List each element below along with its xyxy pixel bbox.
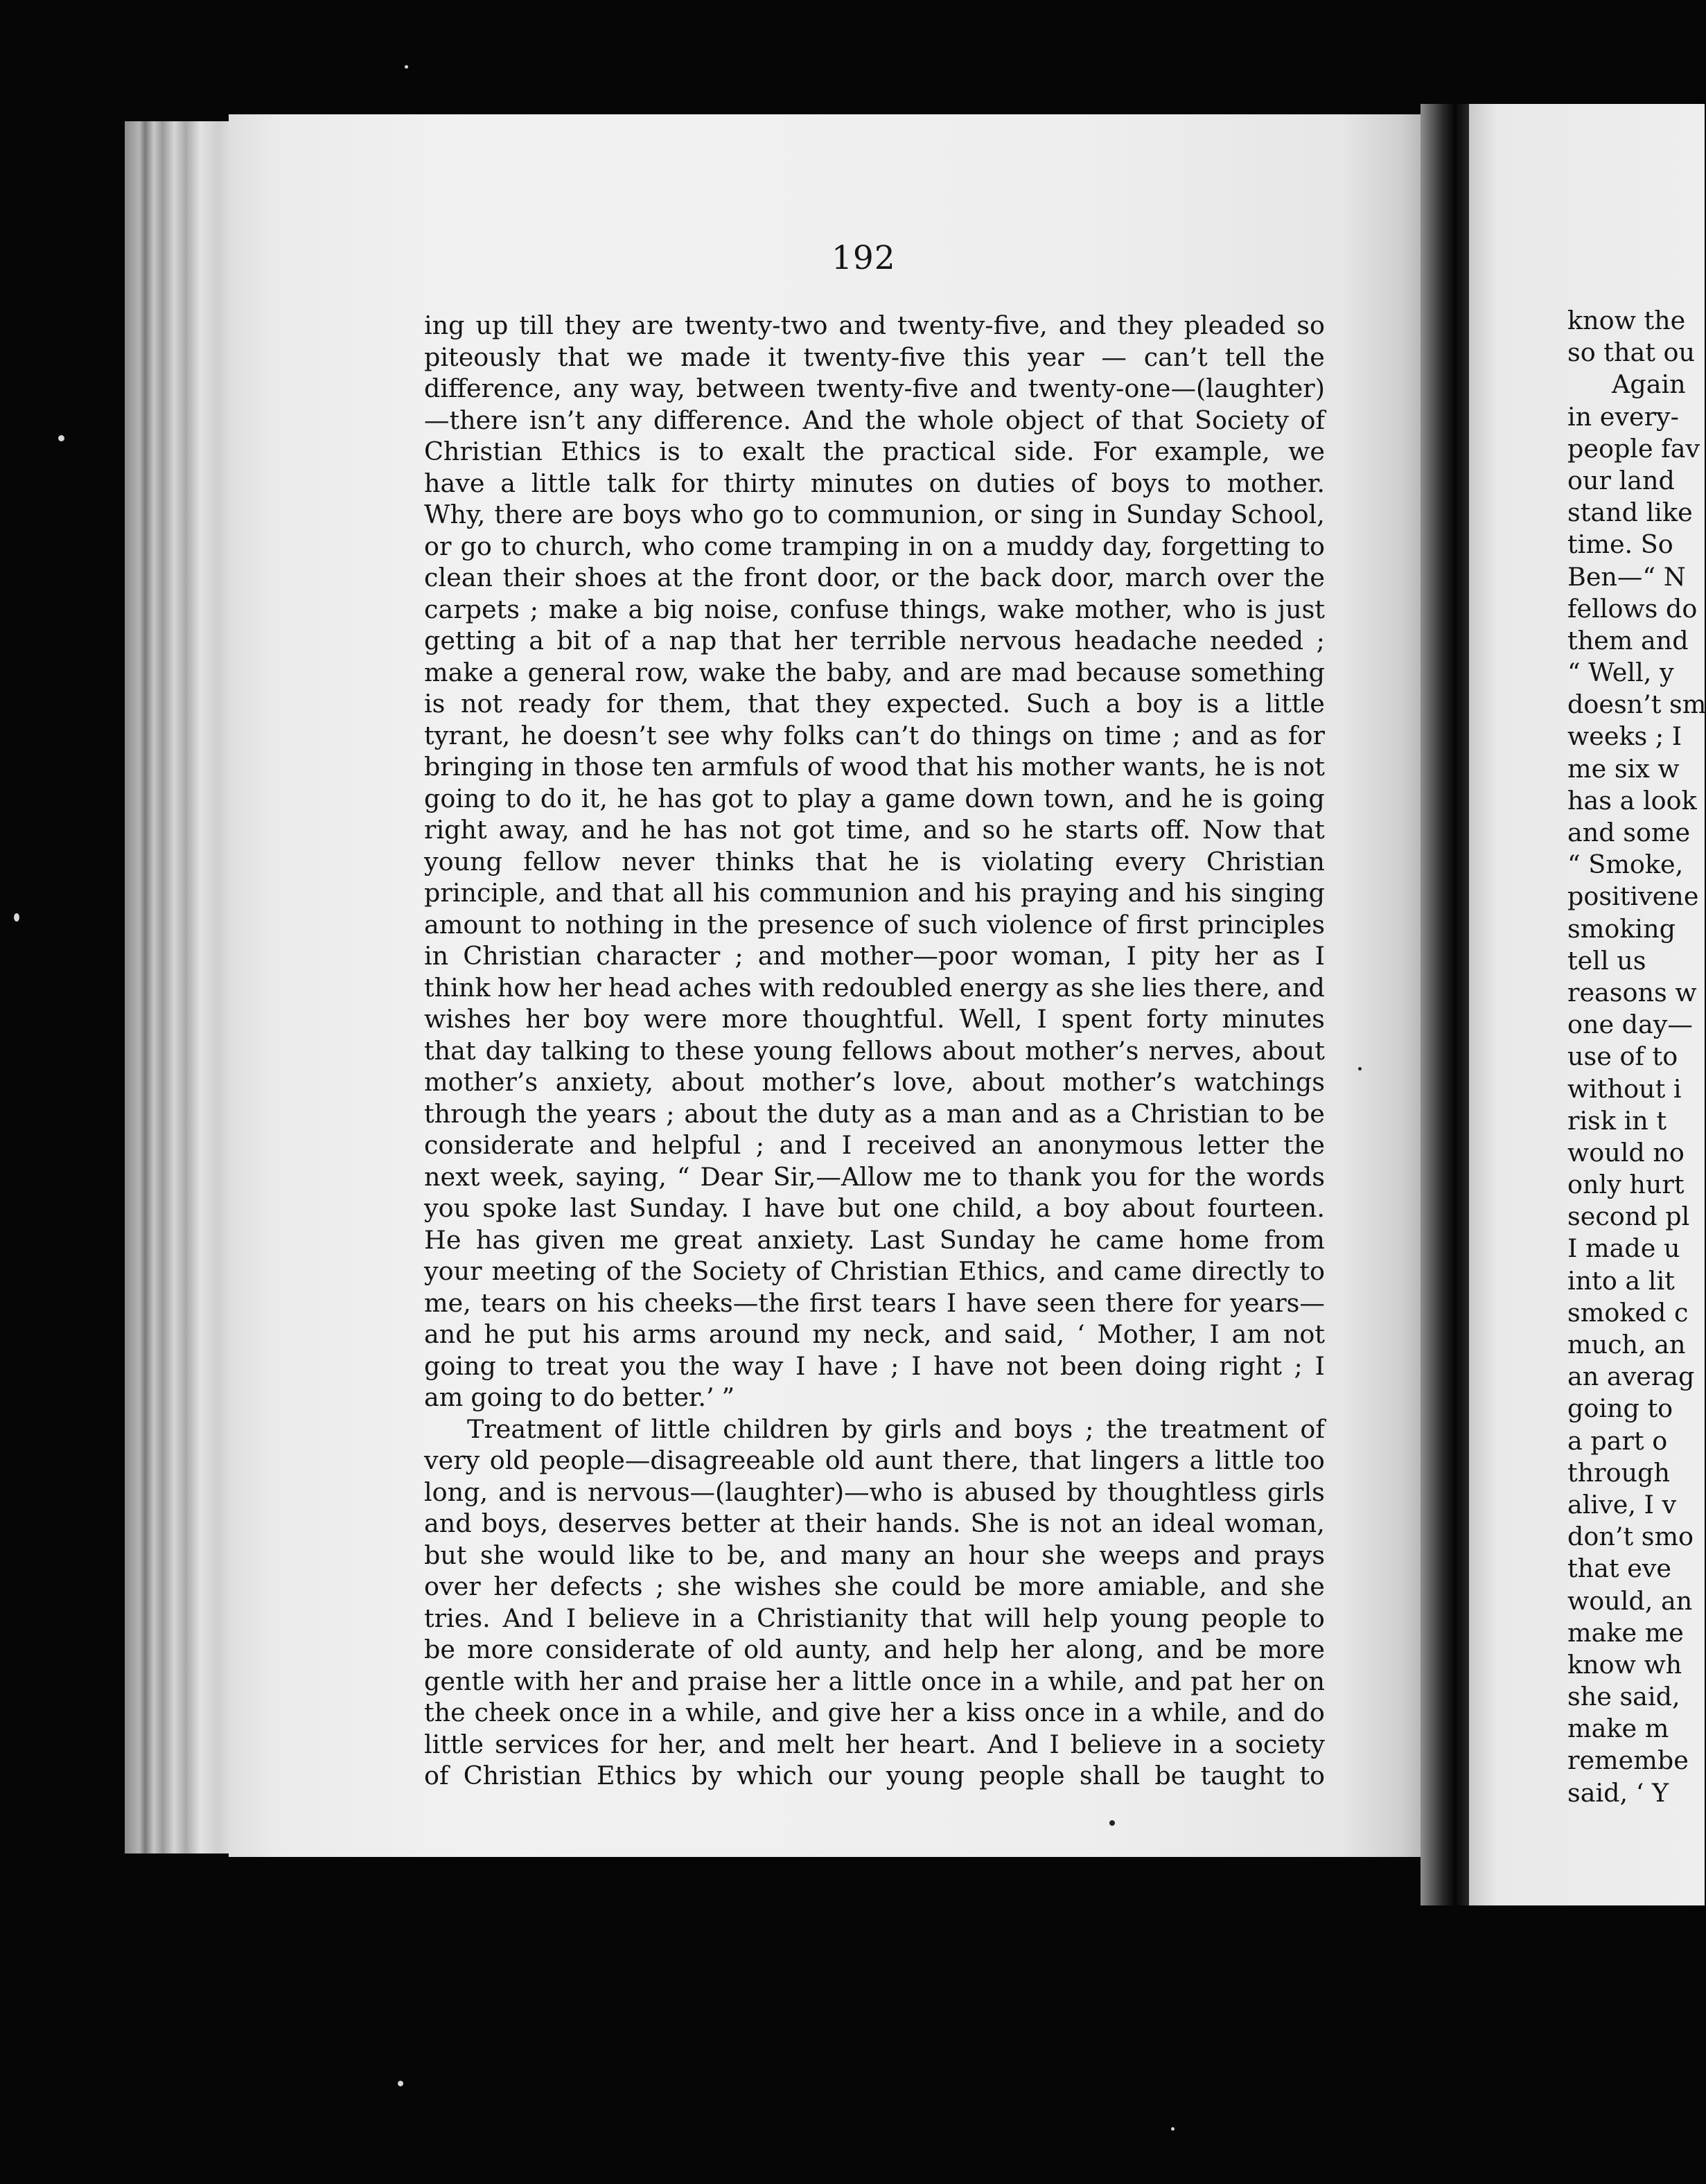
text-line: much, an <box>1567 1330 1686 1359</box>
text-line: that day talking to these young fellows about mother’s nerves, about <box>424 1035 1325 1066</box>
text-line: wishes her boy were more thoughtful. Well, I spent forty minutes <box>424 1004 1325 1034</box>
text-line: am going to do better.’ ” <box>424 1382 735 1412</box>
text-line: “ Well, y <box>1567 658 1674 688</box>
text-line: them and <box>1567 625 1689 655</box>
text-line: would, an <box>1567 1585 1693 1616</box>
text-line: risk in t <box>1567 1105 1667 1136</box>
text-line: is not ready for them, that they expected. Such a boy is a little <box>424 689 1325 719</box>
text-line: going to treat you the way I have ; I have not been doing right ; I <box>424 1350 1325 1381</box>
text-line: your meeting of the Society of Christian Ethics, and came directly to <box>424 1256 1325 1286</box>
text-line: gentle with her and praise her a little once in a while, and pat her on <box>424 1666 1325 1696</box>
text-line: considerate and helpful ; and I received an anonymous letter the <box>424 1130 1325 1160</box>
text-line: long, and is nervous—(laughter)—who is abused by thoughtless girls <box>424 1477 1325 1507</box>
text-line: right away, and he has not got time, and so he starts off. Now that <box>424 815 1325 845</box>
text-line: tries. And I believe in a Christianity that will help young people to <box>424 1603 1325 1633</box>
text-line: into a lit <box>1567 1265 1675 1296</box>
text-line: Christian Ethics is to exalt the practical side. For example, we <box>424 437 1325 466</box>
text-line: reasons w <box>1567 977 1697 1007</box>
text-line: only hurt <box>1567 1170 1685 1200</box>
text-line: without i <box>1567 1073 1682 1104</box>
ink-dot <box>1358 1067 1362 1071</box>
text-line: me six w <box>1567 753 1680 784</box>
text-line: Ben—“ N <box>1567 561 1686 592</box>
page-number: 192 <box>832 239 896 277</box>
text-line: going to do it, he has got to play a game down town, and he is going <box>424 783 1325 813</box>
text-line: think how her head aches with redoubled energy as she lies there, and <box>424 972 1325 1003</box>
text-line: and boys, deserves better at their hands. She is not an ideal woman, <box>424 1508 1325 1538</box>
text-line: little services for her, and melt her heart. And I believe in a society <box>424 1729 1325 1759</box>
text-line: have a little talk for thirty minutes on duties of boys to mother. <box>424 468 1325 498</box>
text-line: “ Smoke, <box>1567 849 1684 880</box>
text-line: don’t smo <box>1567 1522 1694 1552</box>
right-page-cropped-text <box>1567 305 1706 1809</box>
text-line: through <box>1567 1457 1670 1488</box>
text-line: use of to <box>1567 1041 1678 1072</box>
text-line: Why, there are boys who go to communion, or sing in Sunday School, <box>424 500 1325 529</box>
text-line: in every- <box>1567 401 1680 432</box>
text-line: she said, <box>1567 1682 1680 1712</box>
dust-speck <box>14 913 19 922</box>
text-line: and he put his arms around my neck, and said, ‘ Mother, I am not <box>424 1319 1325 1349</box>
dust-speck <box>58 435 64 441</box>
text-line: fellows do <box>1567 593 1698 624</box>
text-line: make m <box>1567 1714 1669 1744</box>
text-line: tell us <box>1567 945 1646 976</box>
text-line: through the years ; about the duty as a man and as a Christian to be <box>424 1098 1325 1129</box>
text-line: He has given me great anxiety. Last Sunday he came home from <box>424 1224 1325 1255</box>
text-line: me, tears on his cheeks—the first tears I have seen there for years— <box>424 1287 1325 1318</box>
text-line: piteously that we made it twenty-five this year — can’t tell the <box>424 342 1325 372</box>
text-line: and some <box>1567 818 1691 847</box>
text-line: time. So <box>1567 529 1673 560</box>
text-line: amount to nothing in the presence of such violence of first principles <box>424 909 1325 940</box>
text-line: I made u <box>1567 1233 1680 1264</box>
text-line: know wh <box>1567 1649 1682 1680</box>
text-line: make me <box>1567 1617 1684 1648</box>
text-line: in Christian character ; and mother—poor woman, I pity her as I <box>424 941 1325 971</box>
text-line: our land <box>1567 465 1675 495</box>
text-line: second pl <box>1567 1201 1690 1232</box>
text-line: make a general row, wake the baby, and are mad because something <box>424 657 1325 687</box>
text-line: smoked c <box>1567 1297 1689 1328</box>
text-line: a part o <box>1567 1425 1668 1456</box>
text-line: smoking <box>1567 913 1676 944</box>
text-line: young fellow never thinks that he is violating every Christian <box>424 846 1325 877</box>
text-line: over her defects ; she wishes she could be more amiable, and she <box>424 1571 1325 1601</box>
text-line: Again <box>1612 369 1686 400</box>
dust-speck <box>405 65 408 69</box>
text-line: doesn’t sm <box>1567 689 1706 720</box>
text-line: so that ou <box>1567 337 1695 368</box>
text-line: Treatment of little children by girls and boys ; the treatment of <box>467 1414 1325 1444</box>
text-line: said, ‘ Y <box>1567 1777 1669 1808</box>
text-line: bringing in those ten armfuls of wood that his mother wants, he is not <box>424 752 1325 782</box>
text-line: of Christian Ethics by which our young people shall be taught to <box>424 1761 1325 1790</box>
text-line: would no <box>1567 1137 1685 1168</box>
text-line: know the <box>1567 306 1686 335</box>
text-line: very old people—disagreeable old aunt there, that lingers a little too <box>424 1445 1325 1475</box>
text-line: people fav <box>1567 433 1700 464</box>
text-line: ing up till they are twenty-two and twenty-five, and they pleaded so <box>424 310 1325 340</box>
text-line: mother’s anxiety, about mother’s love, about mother’s watchings <box>424 1067 1325 1097</box>
text-line: getting a bit of a nap that her terrible nervous headache needed ; <box>424 626 1325 655</box>
left-page-body-text <box>424 310 1325 1792</box>
text-line: an averag <box>1567 1362 1695 1392</box>
text-line: principle, and that all his communion and his praying and his singing <box>424 878 1325 908</box>
text-line: you spoke last Sunday. I have but one child, a boy about fourteen. <box>424 1193 1325 1223</box>
text-line: alive, I v <box>1567 1489 1677 1520</box>
text-line: one day— <box>1567 1010 1693 1040</box>
dust-speck <box>398 2081 403 2086</box>
text-line: tyrant, he doesn’t see why folks can’t do things on time ; and as for <box>424 720 1325 750</box>
text-line: carpets ; make a big noise, confuse things, wake mother, who is just <box>424 594 1325 624</box>
text-line: that eve <box>1567 1553 1672 1584</box>
text-line: going to <box>1567 1393 1673 1424</box>
text-line: be more considerate of old aunty, and help her along, and be more <box>424 1635 1325 1664</box>
text-line: but she would like to be, and many an hour she weeps and prays <box>424 1540 1325 1570</box>
text-line: or go to church, who come tramping in on a muddy day, forgetting to <box>424 531 1325 561</box>
text-line: weeks ; I <box>1567 721 1682 752</box>
text-line: remembe <box>1567 1745 1689 1776</box>
ink-dot <box>1109 1820 1115 1826</box>
text-line: next week, saying, “ Dear Sir,—Allow me to thank you for the words <box>424 1161 1325 1192</box>
text-line: difference, any way, between twenty-five and twenty-one—(laughter) <box>424 373 1325 403</box>
text-line: positivene <box>1567 881 1699 912</box>
text-line: —there isn’t any difference. And the whole object of that Society of <box>424 405 1325 435</box>
text-line: stand like <box>1567 497 1693 528</box>
text-line: the cheek once in a while, and give her a kiss once in a while, and do <box>424 1698 1325 1727</box>
dust-speck <box>1171 2127 1175 2131</box>
text-line: clean their shoes at the front door, or the back door, march over the <box>424 563 1325 592</box>
text-line: has a look <box>1567 785 1697 816</box>
